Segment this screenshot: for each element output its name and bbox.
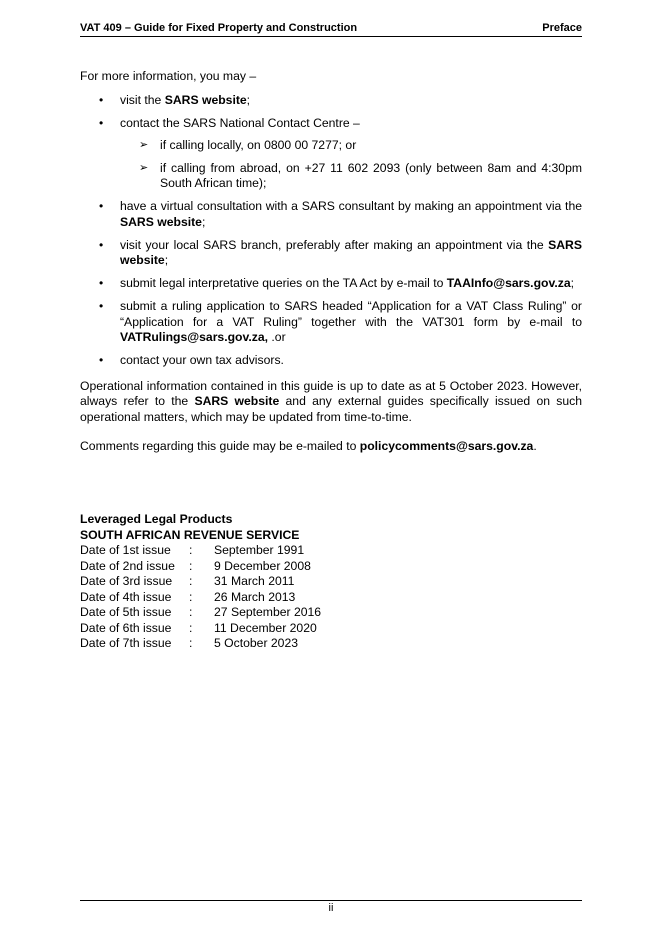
issue-row: [80, 636, 582, 652]
bullet-icon: •: [99, 299, 104, 313]
page-number: ii: [328, 902, 334, 914]
contact-centre-sublist: [120, 138, 582, 192]
main-content: [80, 69, 582, 455]
taainfo-email-link[interactable]: TAAInfo@sars.gov.za: [446, 276, 571, 290]
issue-history: [80, 512, 582, 652]
comments-paragraph: Comments regarding this guide may be e-mailed to policycomments@sars.gov.za.: [80, 439, 537, 453]
issue-row: [80, 574, 582, 590]
issue-date: 5 October 2023: [214, 636, 299, 650]
issuer-organisation: SOUTH AFRICAN REVENUE SERVICE: [80, 527, 300, 542]
issue-separator: :: [189, 589, 193, 604]
issue-row: [80, 543, 582, 559]
issue-date: 11 December 2020: [214, 620, 317, 635]
list-item: • visit the SARS website;: [99, 92, 251, 107]
arrow-bullet-icon: ➢: [139, 161, 149, 174]
bullet-icon: •: [99, 199, 104, 213]
sub-list-item: ➢ if calling from abroad, on +27 11 602 2093 (only between 8am and 4:30pm South African time);: [139, 160, 582, 190]
issue-label: Date of 3rd issue: [80, 574, 173, 588]
issuer-name: Leveraged Legal Products: [80, 512, 233, 526]
policycomments-email-link[interactable]: policycomments@sars.gov.za: [359, 439, 534, 453]
bullet-icon: •: [99, 237, 104, 252]
bullet-icon: •: [99, 276, 104, 290]
page-header: [80, 20, 582, 37]
sars-website-link[interactable]: SARS website: [164, 92, 247, 107]
issue-label: Date of 7th issue: [80, 636, 172, 650]
sars-website-link[interactable]: SARS website: [120, 214, 202, 229]
issue-dates-table: [80, 543, 582, 652]
issue-label: Date of 1st issue: [80, 543, 171, 557]
list-item: • visit your local SARS branch, preferably after making an appointment via the SARS website;: [99, 237, 582, 267]
issue-separator: :: [189, 620, 193, 635]
list-item: • submit legal interpretative queries on the TA Act by e-mail to TAAInfo@sars.gov.za;: [99, 276, 574, 290]
document-title: VAT 409 – Guide for Fixed Property and Construction: [80, 22, 358, 34]
issue-separator: :: [189, 558, 193, 573]
bullet-icon: •: [99, 353, 104, 367]
section-title: Preface: [542, 22, 582, 34]
issue-label: Date of 2nd issue: [80, 558, 175, 573]
issue-row: [80, 590, 582, 606]
list-item: • contact your own tax advisors.: [99, 353, 284, 367]
issue-label: Date of 4th issue: [80, 589, 172, 604]
sars-website-link[interactable]: SARS website: [120, 237, 582, 267]
issue-date: 31 March 2011: [214, 574, 295, 588]
vatrulings-email-link[interactable]: VATRulings@sars.gov.za,: [120, 330, 269, 344]
list-item: • submit a ruling application to SARS headed “Application for a VAT Class Ruling” or “Application for a VAT Ruling” together with the VAT301 form by e-mail to VATRulings@sars.gov.za, .or: [99, 299, 582, 344]
sub-list-item: ➢ if calling locally, on 0800 00 7277; or: [139, 138, 357, 152]
operational-info-paragraph: Operational information contained in this guide is up to date as at 5 October 2023. However, always refer to the SARS website and any external guides specifically issued on such operational matters, which may be updated from time-to-time.: [80, 378, 582, 424]
issue-date: September 1991: [214, 543, 305, 557]
list-item: • have a virtual consultation with a SARS consultant by making an appointment via the SARS website;: [99, 199, 582, 229]
bullet-icon: •: [99, 115, 104, 130]
bullet-icon: •: [99, 92, 104, 107]
issue-separator: :: [189, 543, 193, 557]
issue-label: Date of 5th issue: [80, 605, 172, 619]
issue-row: [80, 605, 582, 621]
issue-label: Date of 6th issue: [80, 620, 172, 635]
issue-date: 27 September 2016: [214, 605, 322, 619]
contact-options-list: [80, 93, 582, 369]
issue-separator: :: [189, 636, 193, 650]
list-item: • contact the SARS National Contact Centre – ➢ if calling locally, on 0800 00 7277; or ➢ if calling from abroad, on +27 11 602 2093 (only between 8am and 4:30pm South African time);: [99, 115, 582, 190]
arrow-bullet-icon: ➢: [139, 139, 149, 151]
sars-website-link[interactable]: SARS website: [194, 394, 280, 408]
issue-row: [80, 621, 582, 637]
issue-date: 9 December 2008: [214, 558, 311, 573]
intro-text: For more information, you may –: [80, 69, 257, 83]
issue-row: [80, 559, 582, 575]
issue-separator: :: [189, 574, 193, 588]
issue-date: 26 March 2013: [214, 589, 296, 604]
footer-divider: [80, 900, 582, 901]
issue-separator: :: [189, 605, 193, 619]
